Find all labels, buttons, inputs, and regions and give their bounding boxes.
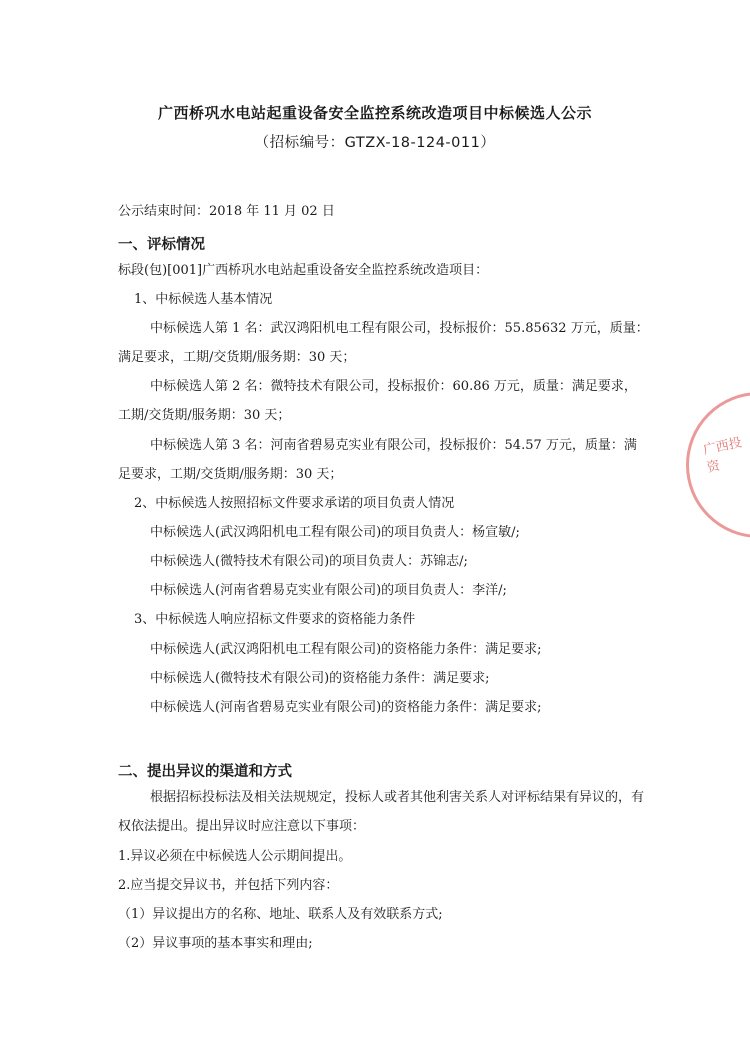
project-manager-2: 中标候选人(微特技术有限公司)的项目负责人：苏锦志/; xyxy=(150,554,468,569)
objection-item-2-1: （1）异议提出方的名称、地址、联系人及有效联系方式; xyxy=(118,907,443,922)
candidate-1-line-2: 满足要求，工期/交货期/服务期：30 天； xyxy=(118,350,356,365)
candidate-1-line-1: 中标候选人第 1 名：武汉鸿阳机电工程有限公司，投标报价：55.85632 万元，质量： xyxy=(150,321,649,336)
section-1-heading: 一、评标情况 xyxy=(118,237,205,253)
qualification-3: 中标候选人(河南省碧易克实业有限公司)的资格能力条件：满足要求; xyxy=(150,700,542,715)
official-seal-text: 广西投资 xyxy=(701,435,744,476)
candidate-3-line-2: 足要求，工期/交货期/服务期：30 天； xyxy=(118,467,343,482)
objection-item-1: 1.异议必须在中标候选人公示期间提出。 xyxy=(118,849,352,864)
sub-heading-1: 1、中标候选人基本情况 xyxy=(134,292,273,307)
tender-number: （招标编号：GTZX-18-124-011） xyxy=(254,135,496,151)
objection-paragraph-line-1: 根据招标投标法及相关法规规定，投标人或者其他利害关系人对评标结果有异议的，有 xyxy=(150,790,645,805)
qualification-1: 中标候选人(武汉鸿阳机电工程有限公司)的资格能力条件：满足要求; xyxy=(150,642,542,657)
candidate-3-line-1: 中标候选人第 3 名：河南省碧易克实业有限公司，投标报价：54.57 万元，质量：满 xyxy=(150,438,637,453)
project-manager-1: 中标候选人(武汉鸿阳机电工程有限公司)的项目负责人：杨宣敏/; xyxy=(150,525,520,540)
candidate-2-line-1: 中标候选人第 2 名：微特技术有限公司，投标报价：60.86 万元，质量：满足要求， xyxy=(150,379,637,394)
objection-paragraph-line-2: 权依法提出。提出异议时应注意以下事项： xyxy=(118,819,366,834)
candidate-2-line-2: 工期/交货期/服务期：30 天； xyxy=(118,408,291,423)
sub-heading-2: 2、中标候选人按照招标文件要求承诺的项目负责人情况 xyxy=(134,496,455,511)
end-time: 公示结束时间：2018 年 11 月 02 日 xyxy=(118,204,335,219)
objection-item-2-2: （2）异议事项的基本事实和理由; xyxy=(118,936,313,951)
project-manager-3: 中标候选人(河南省碧易克实业有限公司)的项目负责人：李洋/; xyxy=(150,583,507,598)
section-2-heading: 二、提出异议的渠道和方式 xyxy=(118,764,292,780)
sub-heading-3: 3、中标候选人响应招标文件要求的资格能力条件 xyxy=(134,612,416,627)
segment-line: 标段(包)[001]广西桥巩水电站起重设备安全监控系统改造项目： xyxy=(118,263,489,278)
page-title: 广西桥巩水电站起重设备安全监控系统改造项目中标候选人公示 xyxy=(157,104,592,122)
qualification-2: 中标候选人(微特技术有限公司)的资格能力条件：满足要求; xyxy=(150,671,490,686)
objection-item-2: 2.应当提交异议书，并包括下列内容： xyxy=(118,878,339,893)
